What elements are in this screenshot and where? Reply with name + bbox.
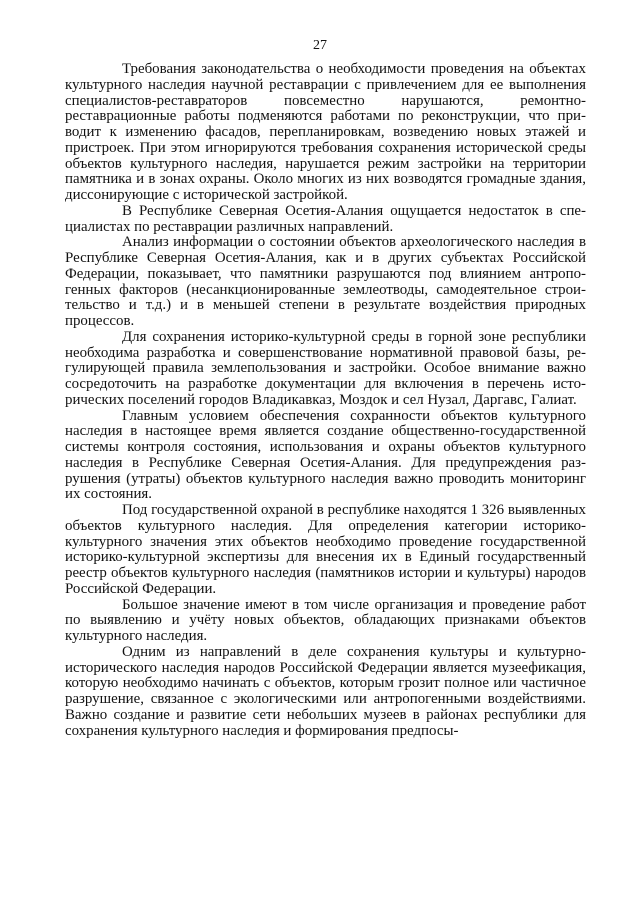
page-number: 27: [313, 38, 327, 53]
paragraph-5: Главным условием обеспечения сохранности объектов культурного наследия в настоящее время является создание общественно-государственной системы контроля состояния, использования и охраны объектов культурного наследия в Республике Северная Осетия-Алания. Для предупреждения разрушения (утраты) объектов культурного наследия важно проводить мониторинг их состояния.: [65, 407, 586, 503]
paragraph-8: Одним из направлений в деле сохранения культуры и культурно-исторического наследия народов Российской Федерации является музеефикация, которую необходимо начинать с объектов, которым грозит полное или частичное разрушение, связанное с экологическими или антропогенными воздействиями. Важно создание и развитие сети небольших музеев в районах республики для сохранения культурного наследия и формирования предпосы-: [65, 643, 586, 739]
page-body: [65, 62, 586, 739]
paragraph-7: Большое значение имеют в том числе организация и проведение работ по выявлению и учёту новых объектов, обладающих признаками объектов культурного наследия.: [65, 596, 586, 644]
paragraph-3: Анализ информации о состоянии объектов археологического наследия в Республике Северная Осетия-Алания, как и в других субъектах Российской Федерации, показывает, что памятники разрушаются под влиянием антропогенных факторов (несанкционированные землеотводы, самодеятельное строительство и т.д.) и в меньшей степени в результате воздействия природных процессов.: [65, 234, 586, 329]
paragraph-2: В Республике Северная Осетия-Алания ощущается недостаток в специалистах по реставрации различных направлений.: [65, 202, 586, 235]
paragraph-6: Под государственной охраной в республике находятся 1 326 выявленных объектов культурного наследия. Для определения категории историко-культурного значения этих объектов необходимо проведение государственной историко-культурной экспертизы для внесения их в Единый государственный реестр объектов культурного наследия (памятников истории и культуры) народов Российской Федерации.: [65, 502, 586, 597]
paragraph-4: Для сохранения историко-культурной среды в горной зоне республики необходима разработка и совершенствование нормативной правовой базы, регулирующей правила землепользования и застройки. Особое внимание важно сосредоточить на разработке документации для включения в перечень исторических поселений городов Владикавказ, Моздок и сел Нузал, Даргавс, Галиат.: [65, 328, 586, 408]
paragraph-1: Требования законодательства о необходимости проведения на объектах культурного наследия научной реставрации с привлечением для ее выполнения специалистов-реставраторов повсеместно нарушаются, ремонтно-реставрационные работы подменяются работами по реконструкции, что приводит к изменению фасадов, перепланировкам, возведению новых этажей и пристроек. При этом игнорируются требования сохранения исторической среды объектов культурного наследия, нарушается режим застройки на территории памятника и в зонах охраны. Около многих из них возводятся громадные здания, диссонирующие с исторической застройкой.: [65, 61, 586, 203]
